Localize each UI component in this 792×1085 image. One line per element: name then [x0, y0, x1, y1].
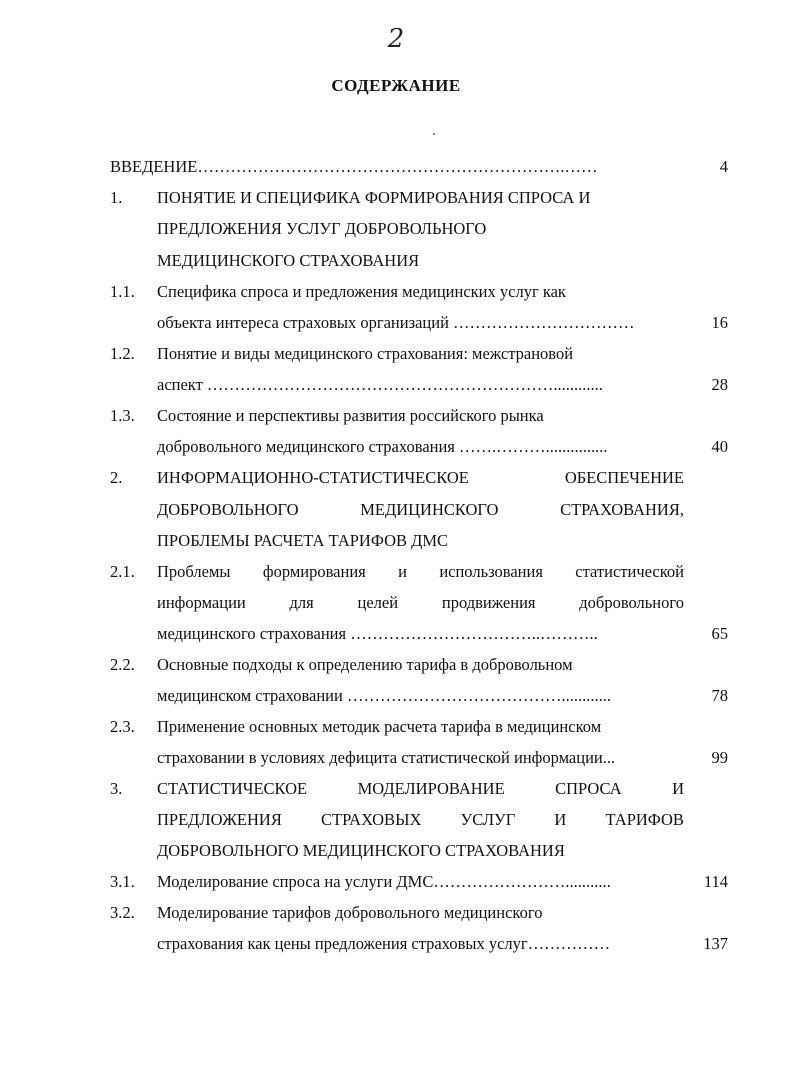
toc-entry-text: Понятие и виды медицинского страхования: межстрановой — [157, 344, 574, 363]
toc-entry-text: СТАТИСТИЧЕСКОЕ МОДЕЛИРОВАНИЕ СПРОСА И — [157, 779, 684, 798]
toc-entry-page: 16 — [711, 313, 728, 332]
toc-entry-text: ДОБРОВОЛЬНОГО МЕДИЦИНСКОГО СТРАХОВАНИЯ, — [157, 500, 684, 519]
toc-entry-text: Основные подходы к определению тарифа в добровольном — [157, 655, 573, 674]
toc-entry-text: ИНФОРМАЦИОННО-СТАТИСТИЧЕСКОЕ ОБЕСПЕЧЕНИЕ — [157, 468, 684, 487]
toc-entry-page: 114 — [703, 872, 728, 891]
toc-entry-text: ДОБРОВОЛЬНОГО МЕДИЦИНСКОГО СТРАХОВАНИЯ — [157, 841, 565, 860]
toc-entry-text: ПРЕДЛОЖЕНИЯ СТРАХОВЫХ УСЛУГ И ТАРИФОВ — [157, 810, 684, 829]
toc-entry-text: медицинского страхования ……………………………..……….. — [157, 624, 598, 643]
toc-entry-page: 4 — [719, 157, 728, 176]
toc-entry-text: Применение основных методик расчета тарифа в медицинском — [157, 717, 602, 736]
toc-entry-text: Специфика спроса и предложения медицинских услуг как — [157, 282, 566, 301]
toc-entry-number: 2.3. — [110, 717, 135, 736]
toc-entry-number: 2.2. — [110, 655, 135, 674]
toc-entry-text: ВВЕДЕНИЕ………………………………………………………….…… — [110, 157, 598, 176]
toc-entry-text: Проблемы формирования и использования статистической — [157, 562, 684, 581]
handwritten-page-number: 2 — [387, 24, 405, 54]
toc-entry-number: 2.1. — [110, 562, 135, 581]
toc-entry-text: медицинском страховании …………………………………............ — [157, 686, 611, 705]
toc-entry-number: 3. — [110, 779, 123, 798]
toc-entry-text: ПРОБЛЕМЫ РАСЧЕТА ТАРИФОВ ДМС — [157, 531, 449, 550]
page-title: СОДЕРЖАНИЕ — [331, 76, 461, 95]
toc-entry-number: 2. — [110, 468, 123, 487]
toc-entry-text: информации для целей продвижения добровольного — [157, 593, 684, 612]
toc-entry-text: ПОНЯТИЕ И СПЕЦИФИКА ФОРМИРОВАНИЯ СПРОСА И — [157, 188, 591, 207]
toc-entry-number: 1. — [110, 188, 123, 207]
toc-entry-page: 137 — [703, 934, 728, 953]
toc-entry-number: 1.1. — [110, 282, 135, 301]
toc-entry-number: 1.2. — [110, 344, 135, 363]
toc-entry-page: 78 — [711, 686, 728, 705]
toc-entry-text: аспект ………………………………………………………............ — [157, 375, 603, 394]
toc-entry-number: 3.2. — [110, 903, 135, 922]
toc-entry-number: 1.3. — [110, 406, 135, 425]
toc-entry-text: страховании в условиях дефицита статистической информации... — [157, 748, 616, 767]
toc-entry-text: Моделирование тарифов добровольного медицинского — [157, 903, 543, 922]
toc-entry-number: 3.1. — [110, 872, 135, 891]
toc-entry-text: МЕДИЦИНСКОГО СТРАХОВАНИЯ — [157, 251, 420, 270]
toc-entry-text: страхования как цены предложения страховых услуг…………… — [157, 934, 611, 953]
toc-entry-text: Моделирование спроса на услуги ДМС……………………........... — [157, 872, 611, 891]
toc-entry-text: добровольного медицинского страхования …….………............... — [157, 437, 608, 456]
toc-entry-page: 65 — [711, 624, 728, 643]
toc-entry-page: 99 — [711, 748, 728, 767]
toc-entry-text: Состояние и перспективы развития российского рынка — [157, 406, 544, 425]
toc-entry-text: ПРЕДЛОЖЕНИЯ УСЛУГ ДОБРОВОЛЬНОГО — [157, 219, 487, 238]
toc-entry-page: 28 — [711, 375, 728, 394]
toc-entry-text: объекта интереса страховых организаций …………………………… — [157, 313, 635, 332]
toc-entry-page: 40 — [711, 437, 728, 456]
